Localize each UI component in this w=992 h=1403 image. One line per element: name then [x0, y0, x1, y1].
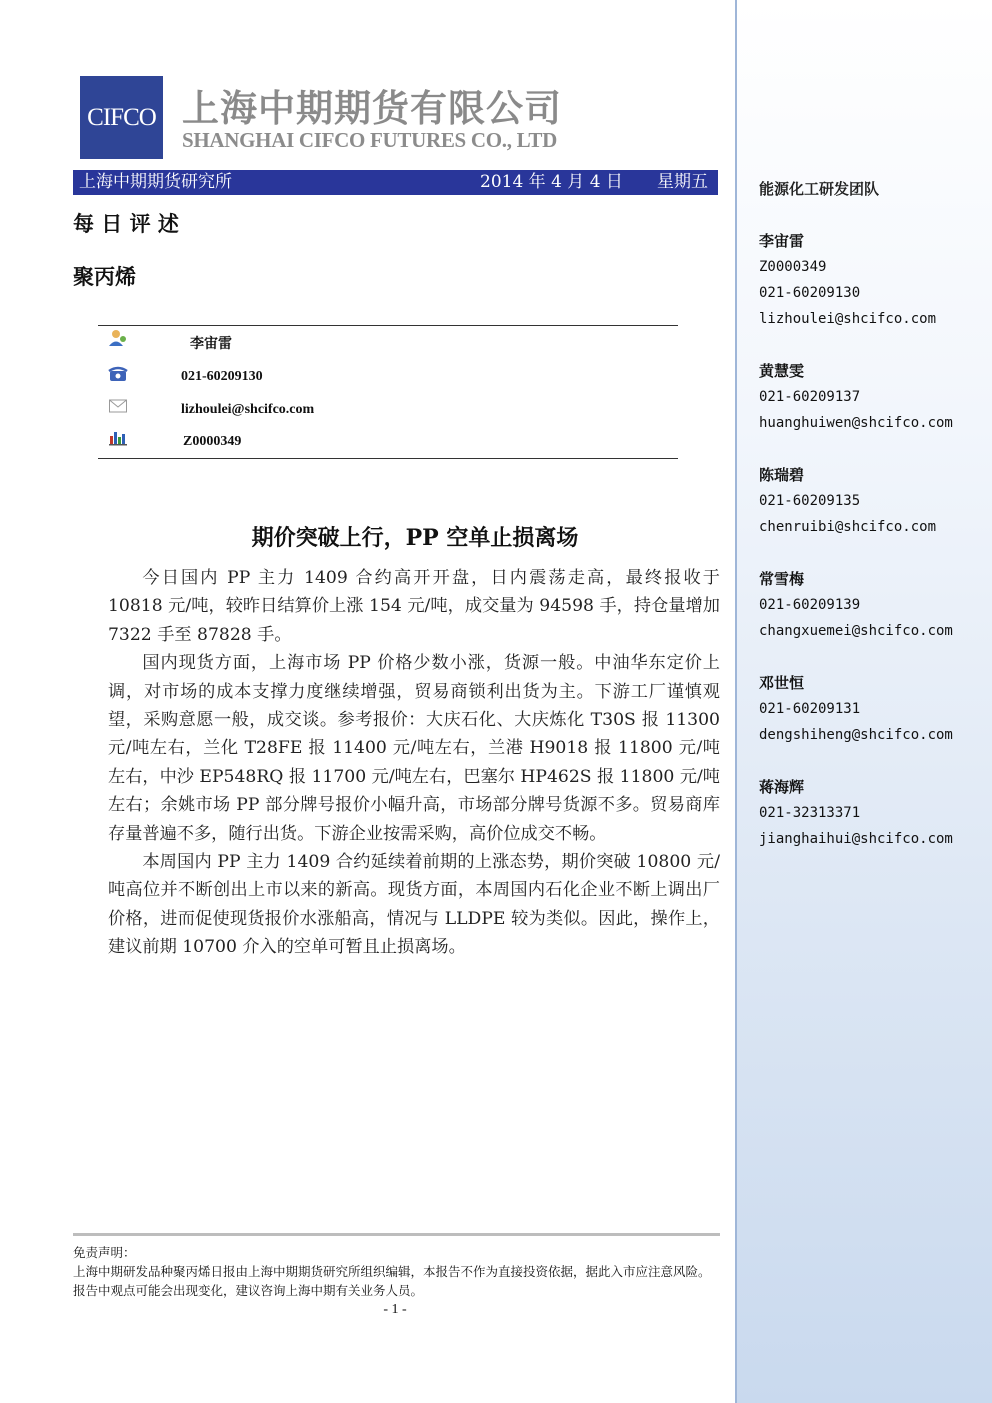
phone-icon — [108, 365, 128, 383]
analyst-email: jianghaihui@shcifco.com — [759, 831, 953, 847]
institute-name: 上海中期期货研究所 — [79, 172, 232, 192]
analyst-phone: 021-32313371 — [759, 805, 861, 821]
analyst-phone: 021-60209135 — [759, 493, 861, 509]
analyst-card — [759, 228, 936, 332]
analyst-phone: 021-60209137 — [759, 389, 861, 405]
company-logo: CIFCO — [80, 76, 163, 159]
header-banner — [73, 170, 718, 195]
contact-bottom-rule — [98, 458, 678, 459]
analyst-name: 李宙雷 — [759, 232, 805, 250]
analyst-email: chenruibi@shcifco.com — [759, 519, 937, 535]
contact-top-rule — [98, 325, 678, 326]
mail-icon — [108, 397, 128, 415]
company-name-en: SHANGHAI CIFCO FUTURES CO., LTD — [182, 128, 557, 152]
analyst-phone: 021-60209131 — [759, 701, 861, 717]
disclaimer-title: 免责声明： — [73, 1245, 136, 1260]
analyst-card — [759, 462, 936, 540]
analyst-card — [759, 358, 953, 436]
disclaimer — [73, 1243, 721, 1300]
analyst-card — [759, 774, 953, 852]
chart-icon — [108, 428, 128, 446]
analyst-email: dengshiheng@shcifco.com — [759, 727, 953, 743]
article-headline: 期价突破上行，PP 空单止损离场 — [251, 525, 579, 551]
person-icon — [108, 329, 128, 347]
analyst-sidebar — [735, 0, 992, 1403]
analyst-name: 陈瑞碧 — [759, 466, 805, 484]
disclaimer-text: 上海中期研发品种聚丙烯日报由上海中期期货研究所组织编辑，本报告不作为直接投资依据，据此入市应注意风险。报告中观点可能会出现变化，建议咨询上海中期有关业务人员。 — [73, 1264, 711, 1298]
article-paragraph-2: 国内现货方面，上海市场 PP 价格少数小涨，货源一般。中油华东定价上调，对市场的成本支撑力度继续增强，贸易商锁利出货为主。下游工厂谨慎观望，采购意愿一般，成交谈。参考报价：大庆石化、大庆炼化 T30S 报 11300 元/吨左右，兰化 T28FE 报 11400 元/吨左右，兰港 H9018 报 11800 元/吨左右，中沙 EP548RQ 报 11700 元/吨左右，巴塞尔 HP462S 报 11800 元/吨左右；余姚市场 PP 部分牌号报价小幅升高，市场部分牌号货源不多。贸易商库存量普遍不多，随行出货。下游企业按需采购，高价位成交不畅。 — [108, 653, 720, 844]
article-paragraph-3: 本周国内 PP 主力 1409 合约延续着前期的上涨态势，期价突破 10800 元/吨高位并不断创出上市以来的新高。现货方面，本周国内石化企业不断上调出厂价格，进而促使现货报价水涨船高，情况与 LLDPE 较为类似。因此，操作上，建议前期 10700 介入的空单可暂且止损离场。 — [108, 852, 720, 958]
contact-license: Z0000349 — [183, 434, 242, 449]
report-weekday: 星期五 — [657, 172, 708, 192]
analyst-name: 蒋海辉 — [759, 778, 805, 796]
analyst-email: lizhoulei@shcifco.com — [759, 311, 937, 327]
analyst-name: 邓世恒 — [759, 674, 805, 692]
article-paragraph-1: 今日国内 PP 主力 1409 合约高开开盘，日内震荡走高，最终报收于 10818 元/吨，较昨日结算价上涨 154 元/吨，成交量为 94598 手，持仓量增加 7322 手至 87828 手。 — [108, 568, 720, 645]
analyst-phone: 021-60209130 — [759, 285, 861, 301]
analyst-name: 常雪梅 — [759, 570, 805, 588]
analyst-email: huanghuiwen@shcifco.com — [759, 415, 953, 431]
analyst-license: Z0000349 — [759, 259, 827, 275]
article-body — [108, 564, 720, 962]
analyst-name: 黄慧雯 — [759, 362, 805, 380]
analyst-email: changxuemei@shcifco.com — [759, 623, 953, 639]
report-date: 2014 年 4 月 4 日 — [480, 172, 623, 192]
contact-phone: 021-60209130 — [181, 369, 263, 384]
page-number: - 1 - — [383, 1302, 407, 1317]
contact-email: lizhoulei@shcifco.com — [181, 402, 315, 417]
footer-rule — [73, 1233, 720, 1236]
contact-name: 李宙雷 — [190, 337, 232, 352]
analyst-phone: 021-60209139 — [759, 597, 861, 613]
team-title: 能源化工研发团队 — [759, 180, 880, 198]
analyst-card — [759, 670, 953, 748]
company-name-cn: 上海中期期货有限公司 — [182, 87, 562, 130]
section-product: 聚丙烯 — [73, 264, 136, 289]
section-daily-review: 每 日 评 述 — [73, 211, 179, 236]
analyst-card — [759, 566, 953, 644]
